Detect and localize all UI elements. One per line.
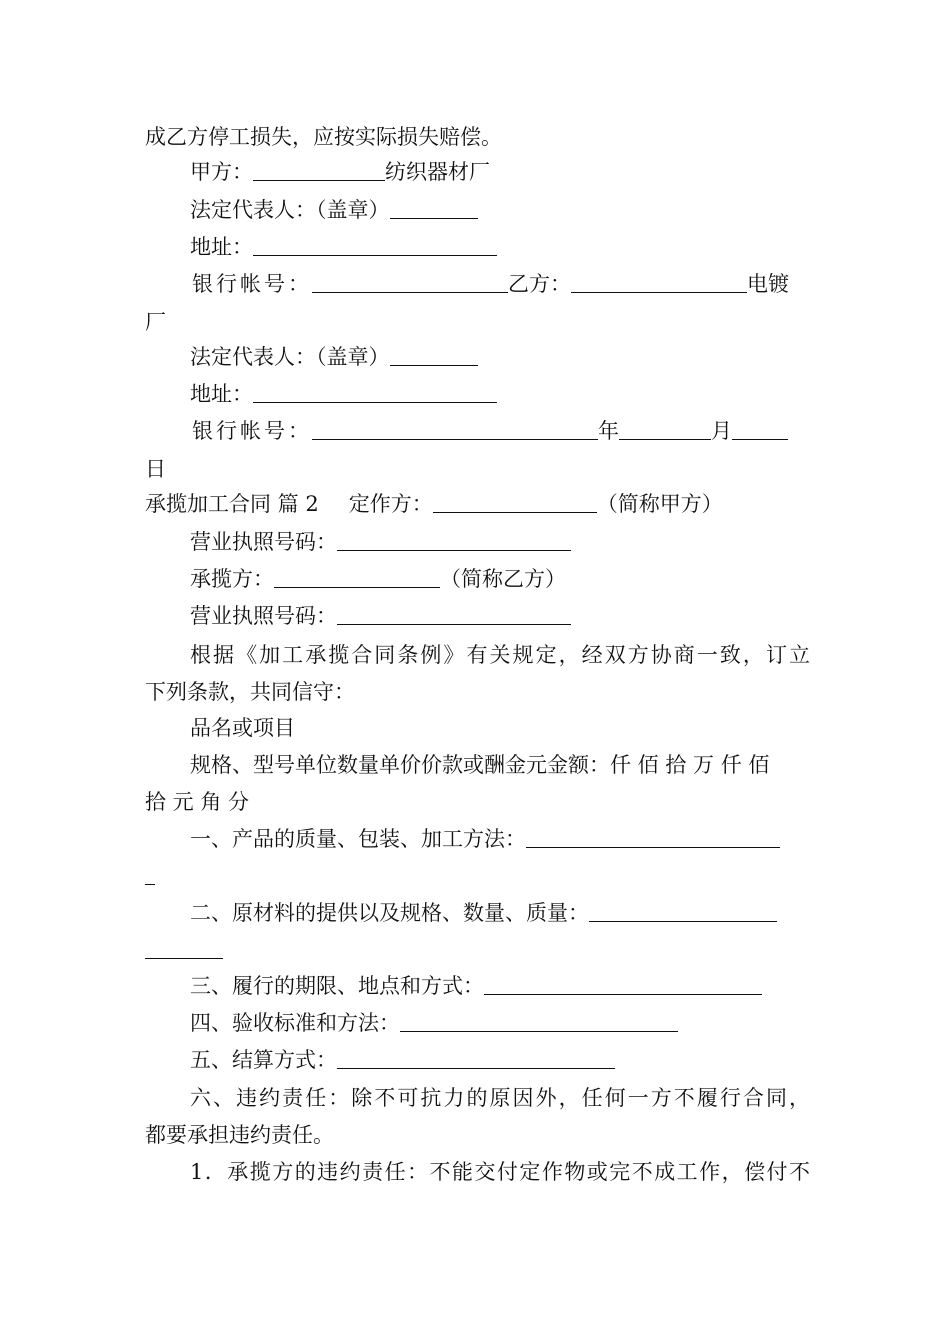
line-text: 规格、型号单位数量单价价款或酬金元金额：仟 佰 拾 万 仟 佰 [190,753,770,777]
address-line [190,233,810,261]
line-text: 下列条款，共同信守： [145,680,355,704]
blank-field[interactable] [337,1048,615,1069]
clause-line [190,825,810,853]
section-title-line [145,490,810,518]
clause-line [190,972,810,1000]
license-label: 营业执照号码： [190,604,337,628]
blank-field[interactable] [433,492,597,513]
client-label: 定作方： [348,492,433,516]
bank-label: 银行帐号： [192,419,312,443]
blank-field[interactable] [400,1011,678,1032]
blank-field[interactable] [390,345,478,366]
contractor-label: 承揽方： [190,567,274,591]
text-line [145,308,810,336]
month-label: 月 [711,419,732,443]
line-text: 成乙方停工损失，应按实际损失赔偿。 [145,125,502,149]
blank-field[interactable] [253,235,497,256]
bank-label: 银行帐号： [192,272,312,296]
legal-rep-label: 法定代表人：（盖章） [190,345,390,369]
day-label: 日 [145,457,166,481]
contractor-line [190,565,810,593]
blank-field[interactable] [145,938,223,959]
blank-field[interactable] [526,827,780,848]
party-a-label: 甲方： [190,160,253,184]
clause-line [190,1046,810,1074]
text-line [190,751,810,779]
license-label: 营业执照号码： [190,530,337,554]
party-b-label: 乙方： [508,272,571,296]
text-line [190,641,810,669]
client-suffix: （简称甲方） [596,492,723,516]
text-line [190,714,810,742]
text-line [145,1121,810,1149]
line-text: 品名或项目 [190,716,295,740]
line-text: 都要承担违约责任。 [145,1123,334,1147]
clause-label: 三、履行的期限、地点和方式： [190,974,484,998]
text-line [145,862,810,890]
blank-field[interactable] [619,419,711,440]
blank-field[interactable] [337,604,571,625]
clause-line [190,899,810,927]
blank-field[interactable] [274,567,440,588]
text-line [145,123,810,151]
text-line [190,1084,810,1112]
blank-field[interactable] [312,272,508,293]
contractor-suffix: （简称乙方） [440,567,566,591]
section-title: 承揽加工合同 篇 2 [145,492,319,516]
legal-rep-label: 法定代表人：（盖章） [190,198,390,222]
line-text: 1．承揽方的违约责任：不能交付定作物或完不成工作，偿付不 [190,1160,810,1184]
clause-line [190,1009,810,1037]
party-b-name: 电镀 [747,272,789,296]
party-a-line [190,158,810,186]
bank-line [192,270,810,298]
year-label: 年 [598,419,619,443]
license-line [190,528,810,556]
line-text: 六、违约责任：除不可抗力的原因外，任何一方不履行合同， [190,1086,810,1110]
address-label: 地址： [190,382,253,406]
text-line [145,678,810,706]
address-label: 地址： [190,235,253,259]
blank-field[interactable] [253,382,497,403]
text-line [145,455,810,483]
line-text: 厂 [145,310,166,334]
text-line [145,936,810,964]
clause-label: 四、验收标准和方法： [190,1011,400,1035]
bank-date-line [192,417,810,445]
license-line [190,602,810,630]
blank-field[interactable] [484,974,762,995]
legal-rep-line [190,343,810,371]
blank-field[interactable] [337,530,571,551]
text-line [145,788,810,816]
blank-field[interactable] [253,160,385,181]
blank-field[interactable] [732,419,788,440]
clause-label: 五、结算方式： [190,1048,337,1072]
blank-field[interactable] [145,864,155,885]
clause-label: 二、原材料的提供以及规格、数量、质量： [190,901,589,925]
line-text: 拾 元 角 分 [145,790,250,814]
blank-field[interactable] [312,419,598,440]
address-line [190,380,810,408]
party-a-name: 纺织器材厂 [385,160,490,184]
text-line [190,1158,810,1186]
legal-rep-line [190,196,810,224]
blank-field[interactable] [571,272,747,293]
line-text: 根据《加工承揽合同条例》有关规定，经双方协商一致，订立 [190,643,810,667]
blank-field[interactable] [589,901,777,922]
clause-label: 一、产品的质量、包装、加工方法： [190,827,526,851]
blank-field[interactable] [390,198,478,219]
